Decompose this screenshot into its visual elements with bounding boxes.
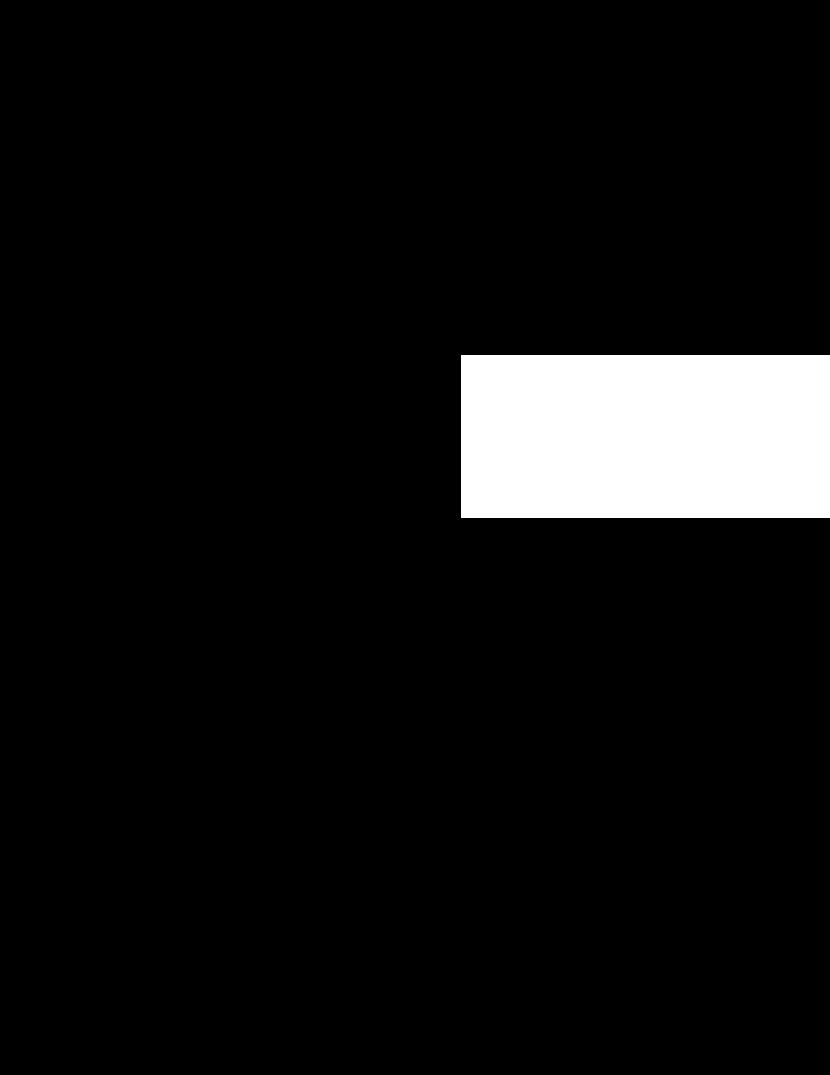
self-estimation-marker-icon	[485, 459, 511, 485]
free-running-marker-icon	[485, 491, 511, 517]
heterodyne-marker-icon	[485, 428, 511, 454]
rb-clock-marker-icon	[485, 395, 511, 421]
legend	[458, 352, 830, 521]
cs-mts-marker-icon	[485, 362, 511, 388]
